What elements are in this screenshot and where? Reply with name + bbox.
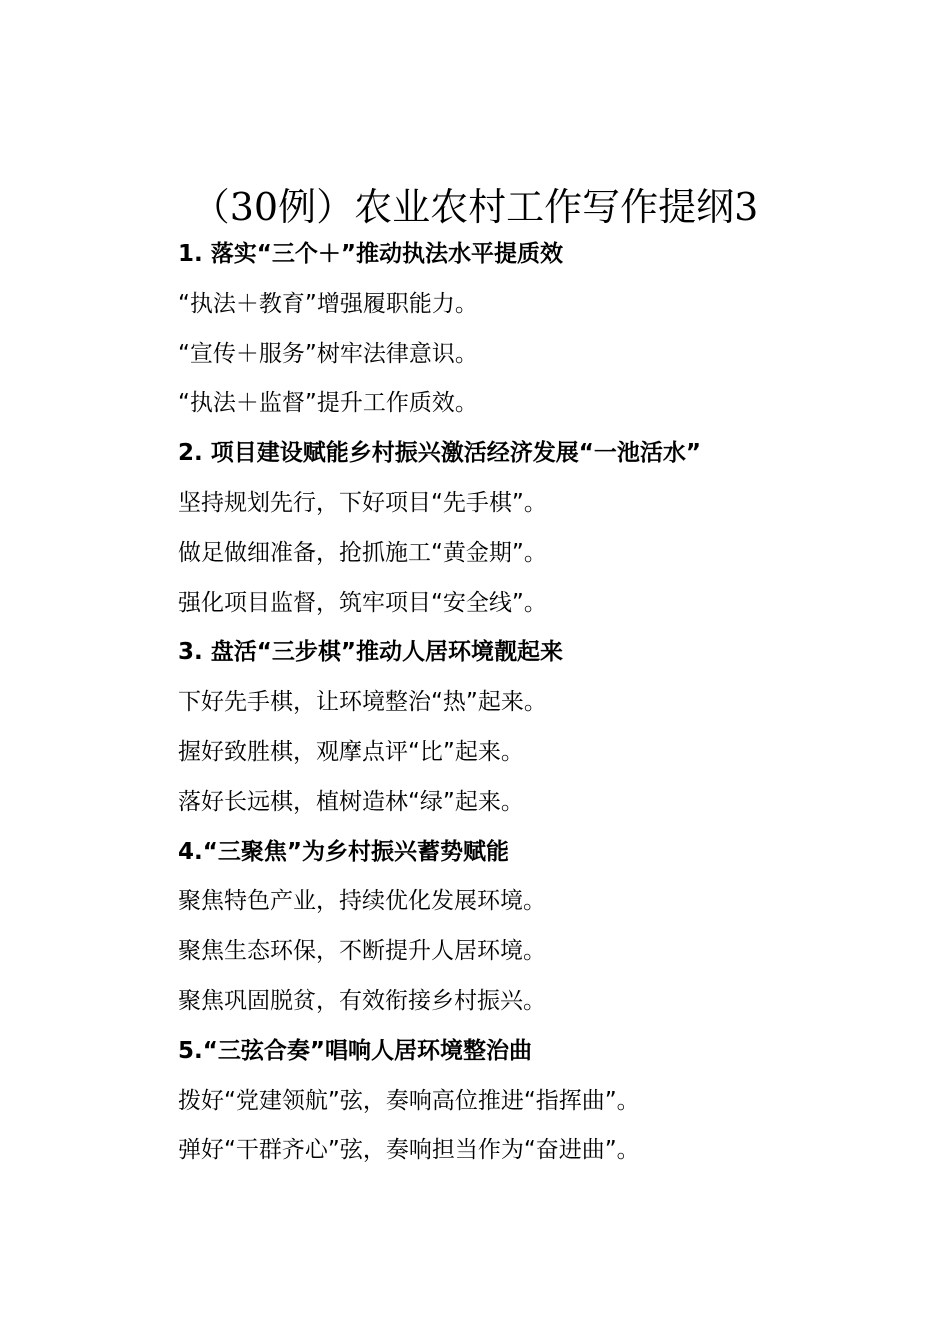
section-3-item-1: 下好先手棋，让环境整治“热”起来。 [178, 689, 547, 716]
section-1-item-2: “宣传＋服务”树牢法律意识。 [178, 340, 478, 367]
section-4-item-1: 聚焦特色产业，持续优化发展环境。 [178, 888, 546, 915]
section-3-item-2: 握好致胜棋，观摩点评“比”起来。 [178, 738, 524, 765]
section-1-item-1: “执法＋教育”增强履职能力。 [178, 290, 478, 317]
section-2-item-1: 坚持规划先行，下好项目“先手棋”。 [178, 489, 547, 516]
section-5-item-1: 拨好“党建领航”弦，奏响高位推进“指挥曲”。 [178, 1087, 640, 1114]
section-heading-1: 1. 落实“三个＋”推动执法水平提质效 [178, 241, 563, 267]
section-5-item-2: 弹好“干群齐心”弦，奏响担当作为“奋进曲”。 [178, 1137, 640, 1164]
section-4-item-2: 聚焦生态环保，不断提升人居环境。 [178, 938, 546, 965]
document-title: （30例）农业农村工作写作提纲3 [191, 185, 759, 229]
section-2-item-2: 做足做细准备，抢抓施工“黄金期”。 [178, 539, 547, 566]
section-heading-4: 4.“三聚焦”为乡村振兴蓄势赋能 [178, 838, 509, 865]
section-heading-2: 2. 项目建设赋能乡村振兴激活经济发展“一池活水” [178, 440, 701, 467]
document-body [178, 230, 878, 1176]
section-heading-5: 5.“三弦合奏”唱响人居环境整治曲 [178, 1037, 532, 1064]
section-3-item-3: 落好长远棋，植树造林“绿”起来。 [178, 788, 524, 815]
section-4-item-3: 聚焦巩固脱贫，有效衔接乡村振兴。 [178, 987, 546, 1014]
section-2-item-3: 强化项目监督，筑牢项目“安全线”。 [178, 589, 547, 616]
section-1-item-3: “执法＋监督”提升工作质效。 [178, 390, 478, 417]
section-heading-3: 3. 盘活“三步棋”推动人居环境靓起来 [178, 639, 563, 666]
